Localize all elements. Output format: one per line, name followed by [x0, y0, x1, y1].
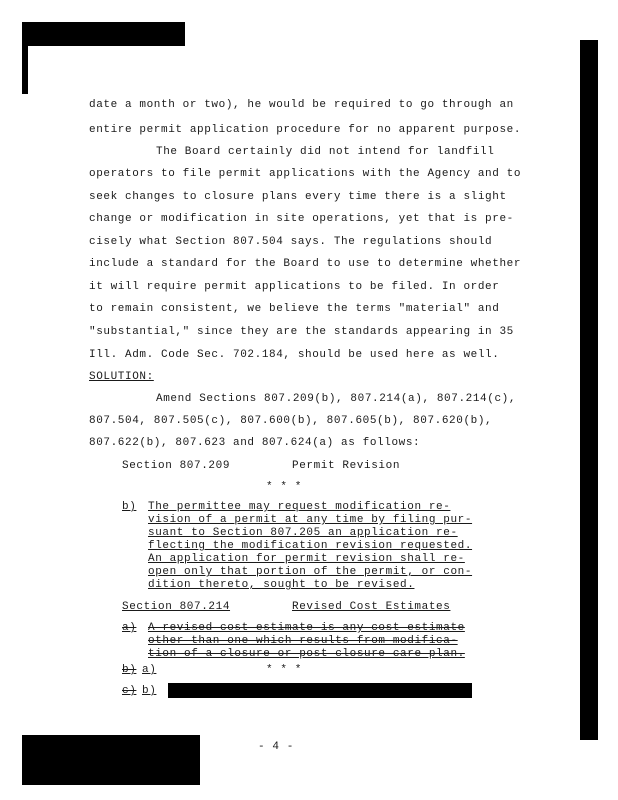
body-line-12: Ill. Adm. Code Sec. 702.184, should be used here as well. [89, 349, 500, 361]
body-line-7: cisely what Section 807.504 says. The regulations should [89, 236, 493, 248]
sub-a-line-2: other than one which results from modifica- [148, 635, 458, 647]
top-redaction-bar [22, 22, 185, 46]
sub-b-line-2: vision of a permit at any time by filing pur- [148, 514, 473, 526]
amend-line-2: 807.504, 807.505(c), 807.600(b), 807.605(b), 807.620(b), [89, 415, 493, 427]
body-line-9: it will require permit applications to be filed. In order [89, 281, 500, 293]
body-line-3: The Board certainly did not intend for landfill [156, 146, 495, 158]
section-807-214-title: Revised Cost Estimates [292, 601, 451, 613]
body-line-10: to remain consistent, we believe the terms "material" and [89, 303, 500, 315]
sub-a-label: a) [122, 622, 137, 634]
section-807-214-number: Section 807.214 [122, 601, 231, 613]
relabel-2-old: c) [122, 685, 137, 697]
sub-b-line-5: An application for permit revision shall re- [148, 553, 465, 565]
solution-heading: SOLUTION: [89, 371, 154, 383]
redaction-bar [168, 683, 472, 698]
amend-line-3: 807.622(b), 807.623 and 807.624(a) as follows: [89, 437, 421, 449]
sub-b-line-4: flecting the modification revision requested. [148, 540, 473, 552]
body-line-1: date a month or two), he would be required to go through an [89, 99, 514, 111]
relabel-1-new: a) [142, 664, 157, 676]
amend-line-1: Amend Sections 807.209(b), 807.214(a), 807.214(c), [156, 393, 517, 405]
sub-a-line-3: tion of a closure or post closure care plan. [148, 648, 465, 660]
sub-a-line-1: A revised cost estimate is any cost estimate [148, 622, 465, 634]
section-807-209-title: Permit Revision [292, 460, 401, 472]
body-line-6: change or modification in site operations, yet that is pre- [89, 213, 514, 225]
bottom-left-redaction [22, 735, 200, 785]
sub-b-label: b) [122, 501, 137, 513]
sub-b-line-7: dition thereto, sought to be revised. [148, 579, 415, 591]
body-line-4: operators to file permit applications with the Agency and to [89, 168, 522, 180]
section-807-209-number: Section 807.209 [122, 460, 231, 472]
top-left-edge [22, 44, 28, 94]
top-right-edge [580, 40, 598, 740]
asterisks-2: * * * [266, 664, 303, 676]
sub-b-line-6: open only that portion of the permit, or con- [148, 566, 473, 578]
relabel-2-new: b) [142, 685, 157, 697]
body-line-2: entire permit application procedure for no apparent purpose. [89, 124, 522, 136]
body-line-5: seek changes to closure plans every time there is a slight [89, 191, 507, 203]
sub-b-line-1: The permittee may request modification re- [148, 501, 451, 513]
asterisks-1: * * * [266, 481, 303, 493]
sub-b-line-3: suant to Section 807.205 an application re- [148, 527, 458, 539]
body-line-8: include a standard for the Board to use to determine whether [89, 258, 522, 270]
body-line-11: "substantial," since they are the standards appearing in 35 [89, 326, 514, 338]
relabel-1-old: b) [122, 664, 137, 676]
page-number: - 4 - [258, 741, 295, 753]
